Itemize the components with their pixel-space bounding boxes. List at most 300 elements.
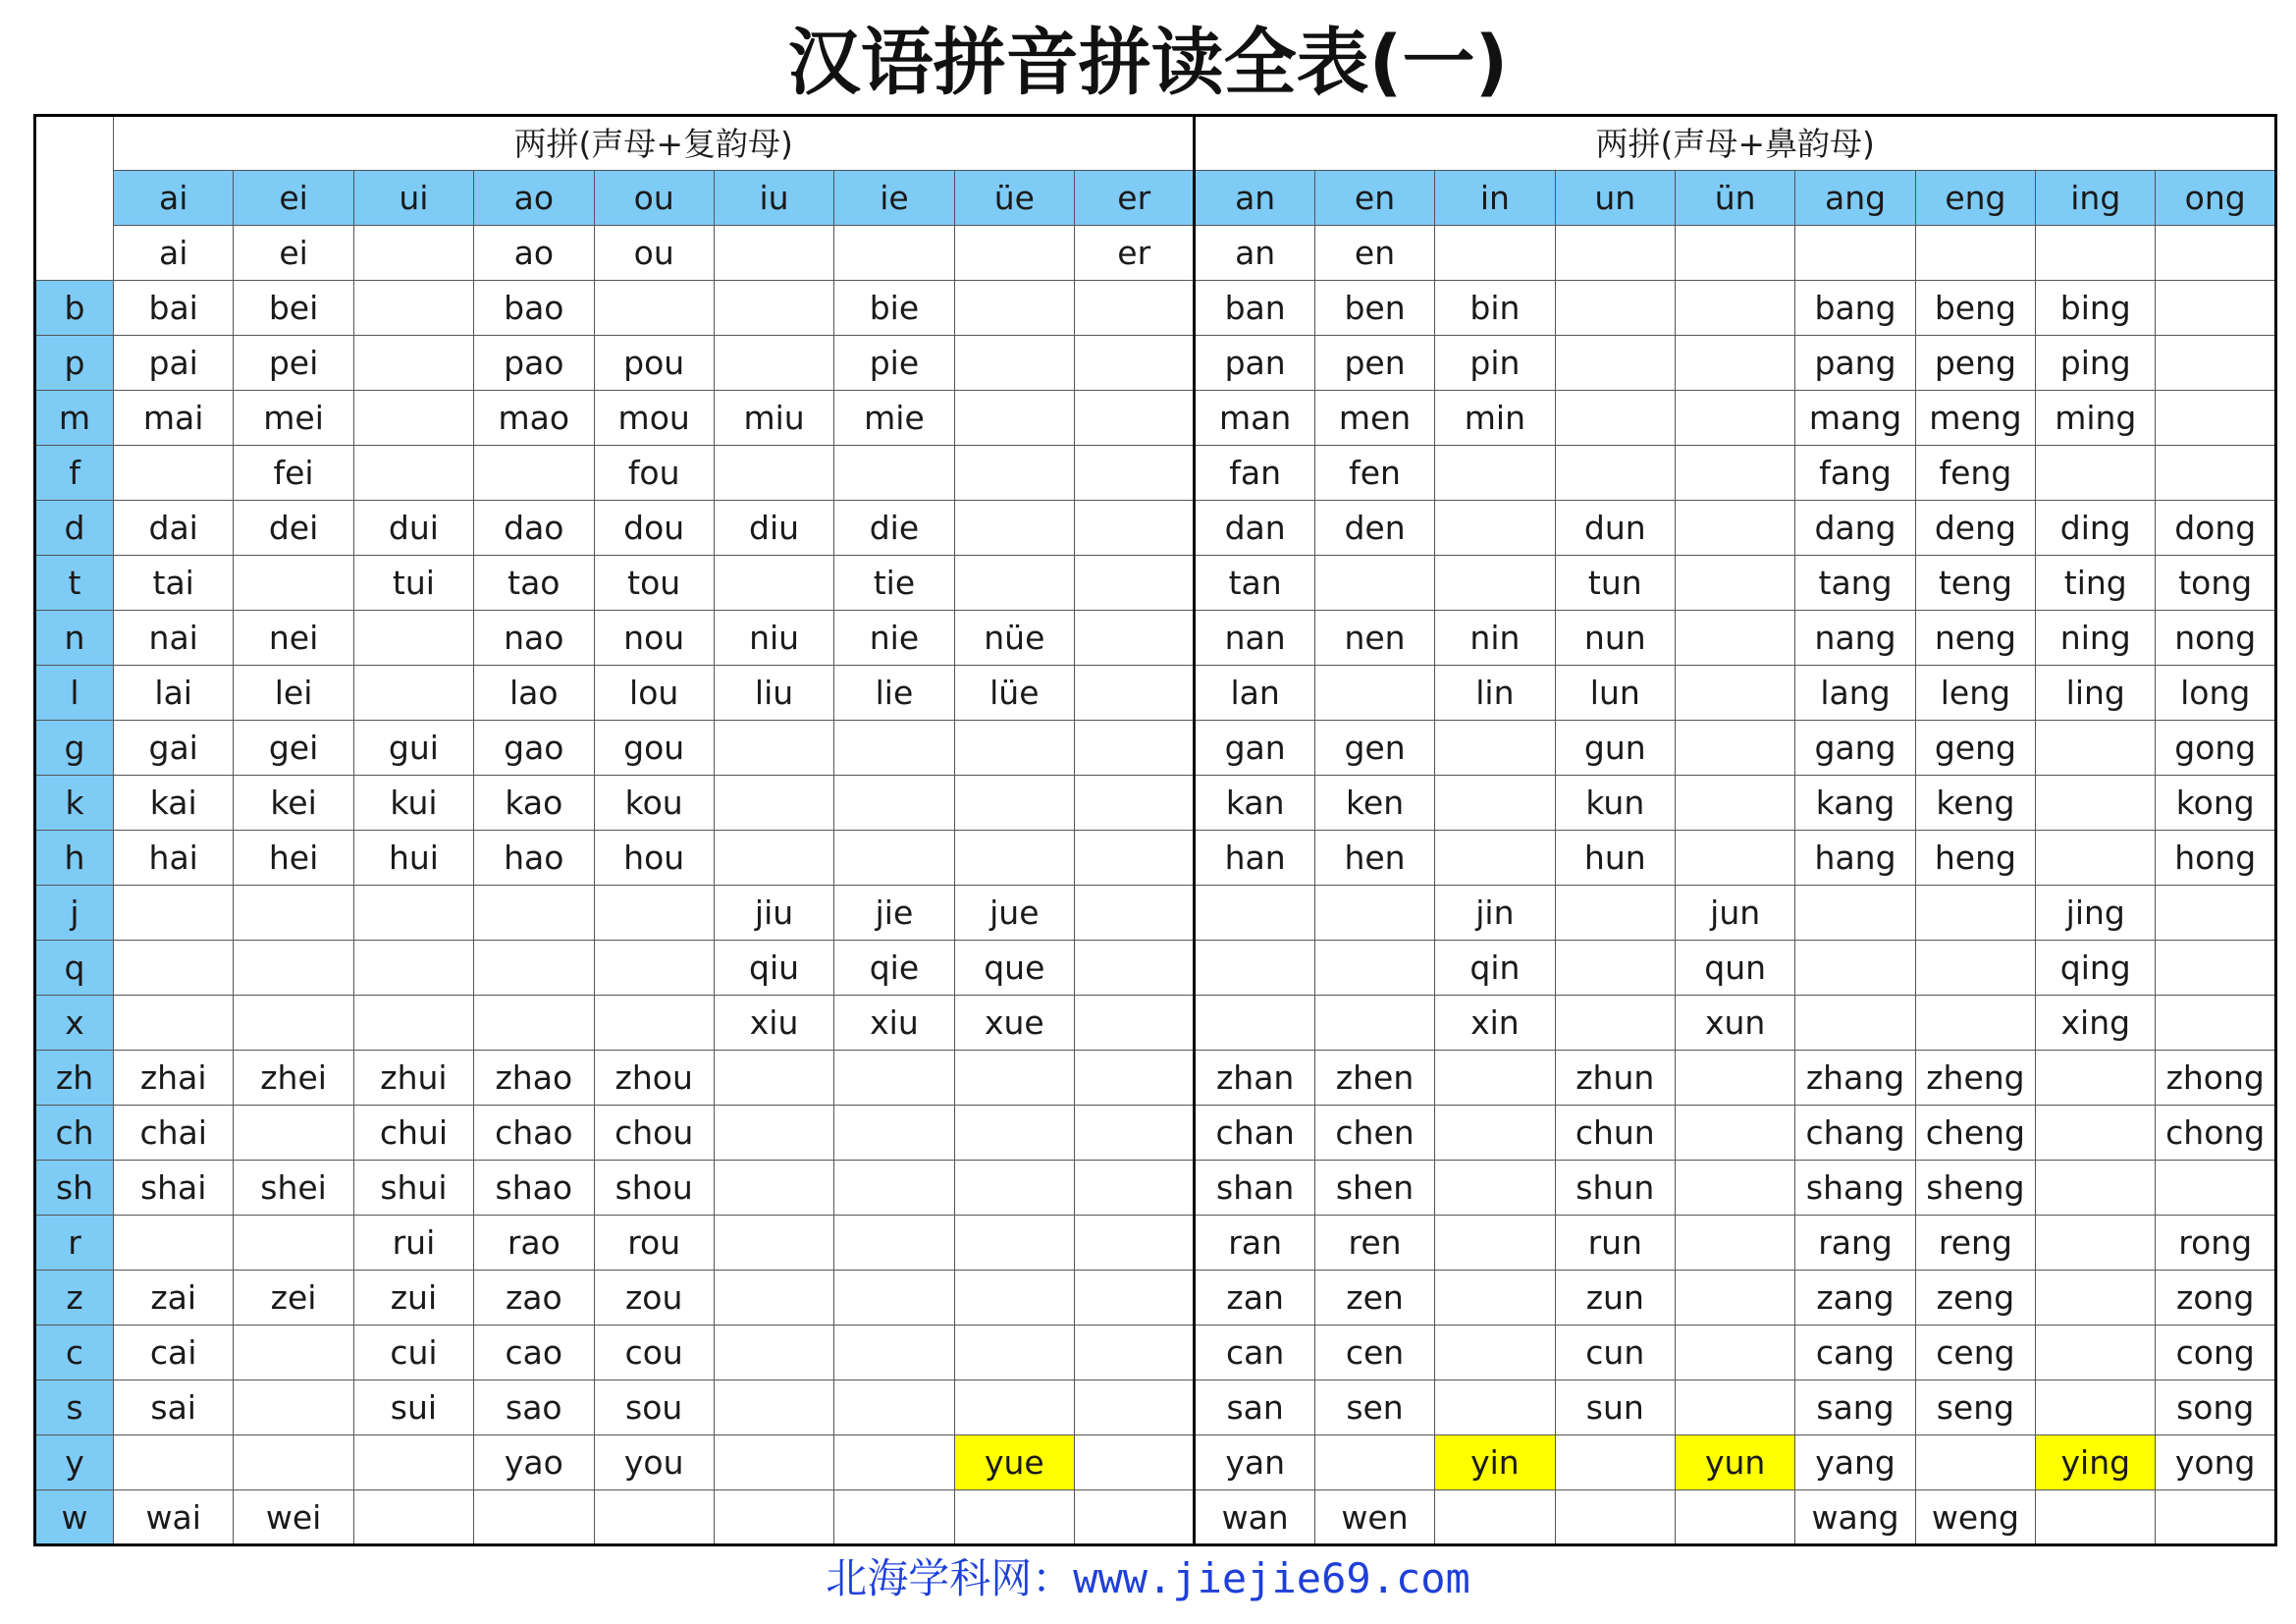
syllable-cell [1435, 1161, 1555, 1216]
syllable-cell: rang [1795, 1216, 1915, 1271]
syllable-cell: ling [2036, 666, 2156, 721]
syllable-cell: chai [114, 1106, 234, 1161]
syllable-cell: chui [353, 1106, 473, 1161]
syllable-cell: kui [353, 776, 473, 831]
syllable-cell: que [954, 941, 1074, 996]
syllable-cell [234, 996, 353, 1051]
syllable-cell: cui [353, 1326, 473, 1380]
syllable-cell: rong [2156, 1216, 2275, 1271]
syllable-cell [1075, 996, 1195, 1051]
syllable-cell: fei [234, 446, 353, 501]
syllable-cell: kao [474, 776, 594, 831]
final-header: ei [234, 171, 353, 226]
syllable-cell [714, 1161, 833, 1216]
initial-header: l [35, 666, 114, 721]
syllable-cell [1675, 1216, 1794, 1271]
syllable-cell: sou [594, 1380, 714, 1435]
syllable-row [35, 1106, 2276, 1161]
syllable-cell: kun [1555, 776, 1675, 831]
syllable-cell [1675, 776, 1794, 831]
syllable-cell: fan [1195, 446, 1314, 501]
syllable-cell: hou [594, 831, 714, 886]
syllable-cell [834, 1051, 954, 1106]
syllable-cell [714, 1106, 833, 1161]
syllable-cell [954, 336, 1074, 391]
final-header: in [1435, 171, 1555, 226]
syllable-cell: feng [1915, 446, 2035, 501]
syllable-cell: chao [474, 1106, 594, 1161]
syllable-cell: deng [1915, 501, 2035, 556]
syllable-cell [2156, 446, 2275, 501]
syllable-cell: ou [594, 226, 714, 281]
syllable-cell [1555, 1490, 1675, 1545]
syllable-cell [594, 941, 714, 996]
syllable-cell [1435, 501, 1555, 556]
syllable-cell [1435, 1106, 1555, 1161]
syllable-cell [714, 831, 833, 886]
syllable-cell [2036, 1490, 2156, 1545]
syllable-cell [234, 941, 353, 996]
syllable-cell: lou [594, 666, 714, 721]
syllable-cell [834, 831, 954, 886]
syllable-cell [1675, 721, 1794, 776]
syllable-cell: kan [1195, 776, 1314, 831]
syllable-cell [353, 941, 473, 996]
syllable-cell [2036, 1380, 2156, 1435]
syllable-cell: qun [1675, 941, 1794, 996]
syllable-row [35, 1326, 2276, 1380]
syllable-cell: ning [2036, 611, 2156, 666]
syllable-cell [1555, 391, 1675, 446]
syllable-cell [2156, 996, 2275, 1051]
syllable-cell: pin [1435, 336, 1555, 391]
initial-header: h [35, 831, 114, 886]
syllable-cell: wan [1195, 1490, 1314, 1545]
syllable-cell: gai [114, 721, 234, 776]
syllable-cell: shan [1195, 1161, 1314, 1216]
syllable-cell [234, 886, 353, 941]
syllable-cell: xin [1435, 996, 1555, 1051]
syllable-cell: dang [1795, 501, 1915, 556]
syllable-cell [1075, 1216, 1195, 1271]
syllable-cell [1675, 1161, 1794, 1216]
syllable-cell [2036, 1161, 2156, 1216]
syllable-cell: dai [114, 501, 234, 556]
syllable-cell [1075, 1435, 1195, 1490]
initial-header: w [35, 1490, 114, 1545]
syllable-cell [474, 996, 594, 1051]
syllable-cell: jun [1675, 886, 1794, 941]
syllable-cell [1075, 886, 1195, 941]
final-header: ün [1675, 171, 1794, 226]
syllable-cell [714, 1271, 833, 1326]
syllable-cell: gui [353, 721, 473, 776]
syllable-cell [954, 831, 1074, 886]
syllable-cell [1675, 666, 1794, 721]
page-title: 汉语拼音拼读全表(一) [787, 21, 1509, 105]
syllable-cell: hong [2156, 831, 2275, 886]
syllable-cell [2036, 1216, 2156, 1271]
syllable-cell: bin [1435, 281, 1555, 336]
syllable-cell: tan [1195, 556, 1314, 611]
syllable-row [35, 446, 2276, 501]
syllable-cell: ei [234, 226, 353, 281]
syllable-cell [2036, 1106, 2156, 1161]
syllable-cell [834, 226, 954, 281]
syllable-cell: jin [1435, 886, 1555, 941]
syllable-cell: gao [474, 721, 594, 776]
syllable-cell: fen [1314, 446, 1434, 501]
syllable-cell: gen [1314, 721, 1434, 776]
syllable-cell: kou [594, 776, 714, 831]
syllable-cell: song [2156, 1380, 2275, 1435]
syllable-cell [114, 1435, 234, 1490]
syllable-cell [1675, 336, 1794, 391]
initial-header: d [35, 501, 114, 556]
syllable-cell [1075, 281, 1195, 336]
syllable-cell [1675, 501, 1794, 556]
syllable-cell: pan [1195, 336, 1314, 391]
syllable-cell: gan [1195, 721, 1314, 776]
final-header: an [1195, 171, 1314, 226]
syllable-cell [954, 391, 1074, 446]
syllable-cell: diu [714, 501, 833, 556]
syllable-cell: zhong [2156, 1051, 2275, 1106]
syllable-cell: miu [714, 391, 833, 446]
syllable-cell: zen [1314, 1271, 1434, 1326]
syllable-cell: cong [2156, 1326, 2275, 1380]
syllable-row [35, 226, 2276, 281]
syllable-cell: nou [594, 611, 714, 666]
syllable-cell [114, 941, 234, 996]
syllable-cell: xun [1675, 996, 1794, 1051]
syllable-cell: lin [1435, 666, 1555, 721]
syllable-cell [353, 446, 473, 501]
syllable-cell [234, 1380, 353, 1435]
initial-header: sh [35, 1161, 114, 1216]
syllable-cell: you [594, 1435, 714, 1490]
syllable-cell: meng [1915, 391, 2035, 446]
syllable-cell: tun [1555, 556, 1675, 611]
syllable-cell [1195, 886, 1314, 941]
syllable-cell: bao [474, 281, 594, 336]
syllable-cell [1075, 1326, 1195, 1380]
syllable-cell: xiu [834, 996, 954, 1051]
syllable-cell [234, 556, 353, 611]
syllable-cell [1795, 996, 1915, 1051]
syllable-cell: beng [1915, 281, 2035, 336]
syllable-cell: bie [834, 281, 954, 336]
syllable-cell: reng [1915, 1216, 2035, 1271]
syllable-cell [1435, 721, 1555, 776]
syllable-cell [714, 556, 833, 611]
syllable-cell [1675, 226, 1794, 281]
syllable-cell: dun [1555, 501, 1675, 556]
syllable-cell: shang [1795, 1161, 1915, 1216]
syllable-cell [1675, 391, 1794, 446]
syllable-cell: mao [474, 391, 594, 446]
syllable-row [35, 1490, 2276, 1545]
final-header: en [1314, 171, 1434, 226]
syllable-cell: min [1435, 391, 1555, 446]
syllable-cell [1915, 886, 2035, 941]
initial-header: x [35, 996, 114, 1051]
syllable-cell: die [834, 501, 954, 556]
syllable-cell [954, 776, 1074, 831]
syllable-cell: bai [114, 281, 234, 336]
syllable-cell: wei [234, 1490, 353, 1545]
syllable-cell: bang [1795, 281, 1915, 336]
syllable-cell [1314, 556, 1434, 611]
footer-url[interactable]: www.jiejie69.com [1073, 1554, 1470, 1602]
syllable-cell: zao [474, 1271, 594, 1326]
syllable-cell: gong [2156, 721, 2275, 776]
syllable-cell [1795, 886, 1915, 941]
syllable-cell: ming [2036, 391, 2156, 446]
syllable-cell: jie [834, 886, 954, 941]
syllable-cell [234, 1326, 353, 1380]
syllable-cell [834, 1271, 954, 1326]
syllable-cell: xing [2036, 996, 2156, 1051]
corner-cell [35, 116, 114, 281]
syllable-cell: zhun [1555, 1051, 1675, 1106]
syllable-cell: leng [1915, 666, 2035, 721]
syllable-cell [954, 446, 1074, 501]
syllable-cell: hei [234, 831, 353, 886]
syllable-cell: gang [1795, 721, 1915, 776]
syllable-cell: cao [474, 1326, 594, 1380]
syllable-cell [954, 1490, 1074, 1545]
syllable-cell [1555, 1435, 1675, 1490]
group-label-compound-finals: 两拼(声母+复韵母) [114, 116, 1195, 171]
syllable-cell: qie [834, 941, 954, 996]
syllable-cell [2156, 886, 2275, 941]
syllable-cell [353, 1435, 473, 1490]
syllable-cell [954, 226, 1074, 281]
syllable-cell: tong [2156, 556, 2275, 611]
final-header: ong [2156, 171, 2275, 226]
syllable-cell: bei [234, 281, 353, 336]
syllable-cell: chan [1195, 1106, 1314, 1161]
syllable-cell [714, 446, 833, 501]
syllable-cell: mou [594, 391, 714, 446]
syllable-cell: zhui [353, 1051, 473, 1106]
initial-header: j [35, 886, 114, 941]
syllable-cell [1555, 446, 1675, 501]
syllable-cell: dei [234, 501, 353, 556]
initial-header: f [35, 446, 114, 501]
syllable-cell [474, 941, 594, 996]
syllable-row [35, 721, 2276, 776]
syllable-cell: ai [114, 226, 234, 281]
syllable-cell: chen [1314, 1106, 1434, 1161]
syllable-cell [954, 556, 1074, 611]
syllable-cell [2036, 1326, 2156, 1380]
syllable-cell: tang [1795, 556, 1915, 611]
syllable-cell: xiu [714, 996, 833, 1051]
initial-header: m [35, 391, 114, 446]
syllable-cell [954, 1161, 1074, 1216]
syllable-cell [353, 281, 473, 336]
initial-header: zh [35, 1051, 114, 1106]
syllable-cell: mie [834, 391, 954, 446]
syllable-cell [1075, 941, 1195, 996]
syllable-cell: san [1195, 1380, 1314, 1435]
final-header: ang [1795, 171, 1915, 226]
syllable-cell: ban [1195, 281, 1314, 336]
syllable-cell: zhao [474, 1051, 594, 1106]
syllable-cell [1435, 1380, 1555, 1435]
syllable-cell [834, 1216, 954, 1271]
syllable-cell: shen [1314, 1161, 1434, 1216]
syllable-cell: cun [1555, 1326, 1675, 1380]
syllable-cell [2036, 226, 2156, 281]
group-header-row [35, 116, 2276, 171]
syllable-cell: cen [1314, 1326, 1434, 1380]
syllable-cell: teng [1915, 556, 2035, 611]
syllable-cell [714, 336, 833, 391]
syllable-cell [1314, 996, 1434, 1051]
syllable-cell: ran [1195, 1216, 1314, 1271]
syllable-cell: sang [1795, 1380, 1915, 1435]
final-header: ui [353, 171, 473, 226]
syllable-cell [2156, 1161, 2275, 1216]
syllable-cell: lan [1195, 666, 1314, 721]
syllable-cell: shui [353, 1161, 473, 1216]
syllable-cell: rou [594, 1216, 714, 1271]
syllable-cell [1915, 941, 2035, 996]
syllable-cell [1795, 941, 1915, 996]
syllable-cell: pei [234, 336, 353, 391]
syllable-cell: han [1195, 831, 1314, 886]
syllable-cell: mang [1795, 391, 1915, 446]
syllable-cell: dan [1195, 501, 1314, 556]
syllable-cell [714, 721, 833, 776]
syllable-cell: wang [1795, 1490, 1915, 1545]
syllable-cell [954, 501, 1074, 556]
syllable-cell: an [1195, 226, 1314, 281]
syllable-cell: keng [1915, 776, 2035, 831]
syllable-cell: tao [474, 556, 594, 611]
syllable-cell: chou [594, 1106, 714, 1161]
syllable-cell: zhang [1795, 1051, 1915, 1106]
syllable-cell [1435, 1216, 1555, 1271]
syllable-cell: zui [353, 1271, 473, 1326]
final-header: ao [474, 171, 594, 226]
syllable-cell: qin [1435, 941, 1555, 996]
syllable-cell [1675, 1490, 1794, 1545]
initial-header: p [35, 336, 114, 391]
syllable-cell [474, 886, 594, 941]
syllable-cell: nong [2156, 611, 2275, 666]
syllable-cell [2156, 1490, 2275, 1545]
syllable-row [35, 776, 2276, 831]
syllable-cell: shou [594, 1161, 714, 1216]
syllable-cell [594, 1490, 714, 1545]
syllable-row [35, 1380, 2276, 1435]
syllable-cell: sen [1314, 1380, 1434, 1435]
syllable-cell: yong [2156, 1435, 2275, 1490]
syllable-cell [714, 776, 833, 831]
syllable-cell [1675, 1326, 1794, 1380]
syllable-cell [594, 281, 714, 336]
syllable-cell [2156, 226, 2275, 281]
syllable-cell: hen [1314, 831, 1434, 886]
syllable-cell [1075, 1271, 1195, 1326]
initial-header: s [35, 1380, 114, 1435]
syllable-cell [114, 996, 234, 1051]
syllable-cell [834, 1435, 954, 1490]
syllable-cell [1435, 1271, 1555, 1326]
syllable-cell: qiu [714, 941, 833, 996]
syllable-cell [1075, 501, 1195, 556]
syllable-cell: shai [114, 1161, 234, 1216]
syllable-cell: hang [1795, 831, 1915, 886]
syllable-cell: qing [2036, 941, 2156, 996]
syllable-cell [474, 1490, 594, 1545]
syllable-cell: lao [474, 666, 594, 721]
syllable-row [35, 1051, 2276, 1106]
syllable-cell: ken [1314, 776, 1434, 831]
syllable-cell: yang [1795, 1435, 1915, 1490]
syllable-cell [2036, 776, 2156, 831]
syllable-cell [834, 1326, 954, 1380]
syllable-cell: lüe [954, 666, 1074, 721]
syllable-cell: er [1075, 226, 1195, 281]
syllable-cell: can [1195, 1326, 1314, 1380]
syllable-cell: en [1314, 226, 1434, 281]
final-header: er [1075, 171, 1195, 226]
syllable-cell: wen [1314, 1490, 1434, 1545]
syllable-cell: heng [1915, 831, 2035, 886]
initial-header: c [35, 1326, 114, 1380]
syllable-cell: pao [474, 336, 594, 391]
syllable-cell [1195, 996, 1314, 1051]
syllable-cell: chun [1555, 1106, 1675, 1161]
initial-header: k [35, 776, 114, 831]
syllable-row [35, 611, 2276, 666]
syllable-cell [954, 1380, 1074, 1435]
syllable-cell: hai [114, 831, 234, 886]
footer [0, 1549, 2296, 1608]
syllable-cell [1915, 996, 2035, 1051]
syllable-cell [1075, 666, 1195, 721]
syllable-cell: nan [1195, 611, 1314, 666]
syllable-cell: zai [114, 1271, 234, 1326]
final-header: ai [114, 171, 234, 226]
syllable-row [35, 391, 2276, 446]
syllable-row [35, 941, 2276, 996]
syllable-cell: chong [2156, 1106, 2275, 1161]
syllable-row [35, 1161, 2276, 1216]
syllable-row [35, 281, 2276, 336]
syllable-cell: lun [1555, 666, 1675, 721]
syllable-cell: fou [594, 446, 714, 501]
syllable-cell [1314, 941, 1434, 996]
syllable-cell: nun [1555, 611, 1675, 666]
initial-header: z [35, 1271, 114, 1326]
syllable-cell: ao [474, 226, 594, 281]
syllable-cell [1555, 996, 1675, 1051]
syllable-cell: mai [114, 391, 234, 446]
syllable-cell [2156, 941, 2275, 996]
syllable-cell [594, 996, 714, 1051]
syllable-cell [1314, 886, 1434, 941]
syllable-cell: shei [234, 1161, 353, 1216]
syllable-cell [954, 721, 1074, 776]
syllable-cell [1915, 1435, 2035, 1490]
syllable-cell [2036, 1051, 2156, 1106]
